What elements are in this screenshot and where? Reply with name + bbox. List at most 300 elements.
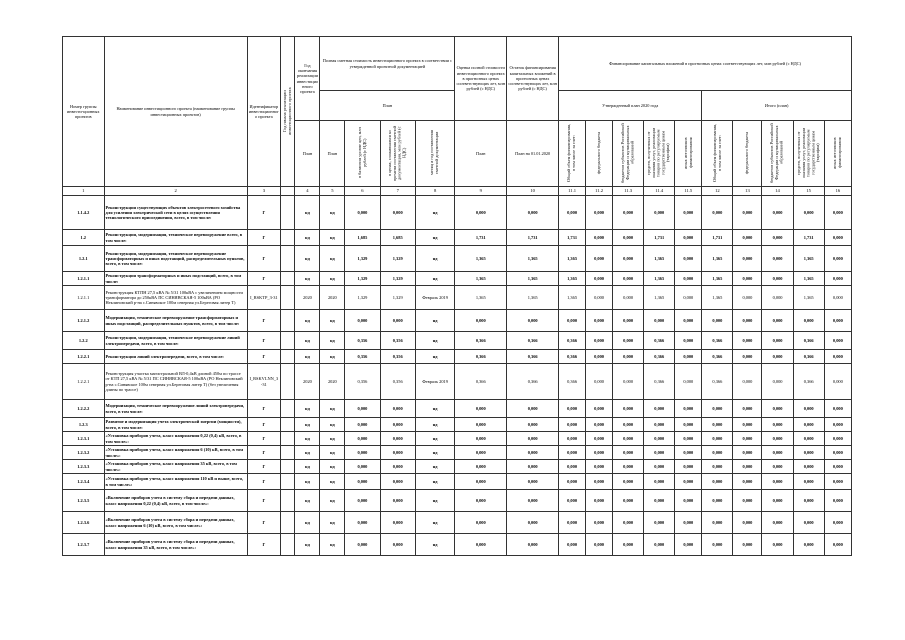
- column-number: 6: [345, 187, 380, 196]
- row-year-end: нд: [320, 460, 345, 474]
- row-year-start: 2020: [295, 364, 320, 400]
- header-cost-base: в базисном уровне цен, млн рублей (с НДС): [345, 121, 380, 187]
- row-cost-month: нд: [415, 490, 454, 512]
- row-number: 1.2.3.2: [63, 446, 105, 460]
- row-financing-value: 0,000: [733, 332, 762, 350]
- row-financing-value: 0,000: [559, 446, 586, 460]
- header-plan-cost: План: [320, 121, 345, 187]
- row-year-start: нд: [295, 400, 320, 418]
- row-financing-value: 0,000: [613, 534, 644, 556]
- row-project-id: Г: [247, 418, 280, 432]
- row-financing-value: 0,000: [613, 364, 644, 400]
- row-cost-base: 0,356: [345, 364, 380, 400]
- row-project-name: Реконструкция линий электропередачи, всего, в том числе:: [104, 350, 247, 364]
- row-cost-base: 0,000: [345, 418, 380, 432]
- column-number: 4: [295, 187, 320, 196]
- row-project-name: Модернизация, техническое перевооружение линий электропередачи, всего, в том числе:: [104, 400, 247, 418]
- row-cost-current: 0,000: [380, 446, 415, 460]
- row-year-start: нд: [295, 432, 320, 446]
- row-number: 1.2.3.1: [63, 432, 105, 446]
- row-year-end: нд: [320, 350, 345, 364]
- row-financing-value: 0,000: [702, 400, 733, 418]
- row-financing-value: 0,366: [559, 350, 586, 364]
- row-year-start: нд: [295, 446, 320, 460]
- row-year-start: нд: [295, 534, 320, 556]
- row-financing-value: 0,000: [824, 286, 851, 310]
- row-estimate: 1,731: [455, 230, 507, 246]
- header-fin-regional: бюджетов субъектов Российской Федерации и муниципальных образований: [613, 121, 644, 187]
- row-financing-value: 0,366: [644, 332, 675, 350]
- table-row: [63, 400, 852, 418]
- row-financing-value: 0,000: [762, 418, 793, 432]
- row-project-id: Г: [247, 230, 280, 246]
- row-financing-value: 0,000: [762, 364, 793, 400]
- table-row: [63, 350, 852, 364]
- row-year-start: нд: [295, 460, 320, 474]
- row-cost-current: 0,000: [380, 534, 415, 556]
- row-project-id: Г: [247, 400, 280, 418]
- column-number: 1: [63, 187, 105, 196]
- row-cost-base: 0,356: [345, 332, 380, 350]
- row-financing-value: 0,000: [644, 196, 675, 230]
- table-row: [63, 474, 852, 490]
- row-year-end: нд: [320, 230, 345, 246]
- row-year-start-blank: [280, 460, 295, 474]
- row-cost-month: нд: [415, 246, 454, 272]
- row-cost-base: 1,329: [345, 246, 380, 272]
- row-financing-value: 0,000: [613, 460, 644, 474]
- row-cost-current: 0,000: [380, 432, 415, 446]
- row-year-start-blank: [280, 534, 295, 556]
- row-financing-value: 0,000: [733, 246, 762, 272]
- row-financing-value: 0,366: [793, 364, 824, 400]
- row-cost-current: 0,000: [380, 400, 415, 418]
- row-financing-value: 0,000: [733, 490, 762, 512]
- row-financing-value: 0,000: [675, 310, 702, 332]
- row-financing-value: 0,000: [824, 364, 851, 400]
- row-financing-value: 0,000: [586, 246, 613, 272]
- row-cost-month: Февраль 2019: [415, 286, 454, 310]
- row-year-end: нд: [320, 332, 345, 350]
- header-full-cost-plan: План: [320, 91, 455, 121]
- row-project-name: Реконструкция участка магистральной ВЛ-0,4кВ длиной 450м по трассе от КТП 27,5 кВА № 5/31 ПС СИНЯВСКАЯ-5 100кВА (РО Неклиновский р-на с.Синявское 100м северная ул.Береговая литер Т) (без увеличения длины по трассе): [104, 364, 247, 400]
- row-year-start-blank: [280, 432, 295, 446]
- row-cost-current: 1,329: [380, 246, 415, 272]
- row-remaining: 0,366: [507, 350, 559, 364]
- row-project-id: Г: [247, 332, 280, 350]
- row-remaining: 0,000: [507, 512, 559, 534]
- row-financing-value: 0,000: [644, 400, 675, 418]
- row-financing-value: 0,000: [586, 418, 613, 432]
- table-row: [63, 446, 852, 460]
- row-financing-value: 1,365: [559, 272, 586, 286]
- row-financing-value: 0,000: [644, 432, 675, 446]
- row-financing-value: 0,000: [559, 474, 586, 490]
- row-financing-value: 0,366: [702, 350, 733, 364]
- row-financing-value: 1,731: [644, 230, 675, 246]
- row-cost-base: 0,000: [345, 474, 380, 490]
- row-year-start-blank: [280, 246, 295, 272]
- row-remaining: 0,000: [507, 196, 559, 230]
- row-project-id: I_RSKVLNN_3-31: [247, 364, 280, 400]
- row-financing-value: 0,000: [824, 432, 851, 446]
- row-remaining: 0,000: [507, 446, 559, 460]
- row-financing-value: 0,000: [702, 534, 733, 556]
- row-estimate: 0,000: [455, 310, 507, 332]
- row-cost-base: 0,000: [345, 460, 380, 474]
- row-cost-month: нд: [415, 230, 454, 246]
- row-financing-value: 0,000: [702, 418, 733, 432]
- row-financing-value: 0,000: [824, 350, 851, 364]
- row-financing-value: 0,000: [824, 418, 851, 432]
- row-cost-month: нд: [415, 534, 454, 556]
- row-financing-value: 0,000: [675, 272, 702, 286]
- table-row: [63, 460, 852, 474]
- row-financing-value: 0,000: [586, 310, 613, 332]
- row-project-name: «Установка приборов учета, класс напряжения 0,22 (0,4) кВ, всего, в том числе»:: [104, 432, 247, 446]
- row-financing-value: 0,000: [762, 272, 793, 286]
- column-number: 15: [793, 187, 824, 196]
- row-financing-value: 1,365: [644, 286, 675, 310]
- investment-table: [62, 36, 852, 556]
- header-financing: Финансирование капитальных вложений в прогнозных ценах соответствующих лет, млн рублей (с НДС): [559, 37, 852, 91]
- row-number: 1.1.4.2: [63, 196, 105, 230]
- row-year-start-blank: [280, 350, 295, 364]
- row-year-start-blank: [280, 364, 295, 400]
- row-financing-value: 0,000: [733, 534, 762, 556]
- row-financing-value: 0,000: [586, 446, 613, 460]
- row-financing-value: 0,000: [824, 534, 851, 556]
- row-project-name: Реконструкция КТПН 27,5 кВА № 5/31 100кВА с увеличением мощности трансформатора до 250кВА ПС СИНЯВСКАЯ-5 100кВА (РО Неклиновский р-на с.Синявское 100м северная ул.Береговая литер Т): [104, 286, 247, 310]
- row-financing-value: 0,000: [762, 446, 793, 460]
- header-tot-other: иных источников финансирования: [824, 121, 851, 187]
- row-cost-current: 0,000: [380, 512, 415, 534]
- row-financing-value: 0,000: [586, 364, 613, 400]
- row-financing-value: 0,000: [824, 460, 851, 474]
- row-financing-value: 0,000: [675, 534, 702, 556]
- row-financing-value: 0,000: [824, 400, 851, 418]
- row-financing-value: 0,000: [613, 272, 644, 286]
- header-total-plan: Итого (план): [702, 91, 852, 121]
- row-number: 1.2.1.1: [63, 272, 105, 286]
- row-cost-month: нд: [415, 512, 454, 534]
- column-number: 11.2: [586, 187, 613, 196]
- row-year-end: нд: [320, 446, 345, 460]
- row-number: 1.2.2.1: [63, 364, 105, 400]
- row-cost-base: 0,356: [345, 350, 380, 364]
- row-cost-base: 0,000: [345, 446, 380, 460]
- column-number-row: [63, 187, 852, 196]
- row-estimate: 0,366: [455, 364, 507, 400]
- column-number: 11.5: [675, 187, 702, 196]
- table-row: [63, 432, 852, 446]
- row-cost-base: 0,000: [345, 310, 380, 332]
- row-remaining: 0,000: [507, 310, 559, 332]
- row-financing-value: 0,000: [675, 332, 702, 350]
- row-cost-current: 0,000: [380, 196, 415, 230]
- row-financing-value: 0,000: [675, 490, 702, 512]
- row-cost-current: 0,000: [380, 460, 415, 474]
- row-cost-current: 0,000: [380, 310, 415, 332]
- row-estimate: 0,366: [455, 332, 507, 350]
- row-number: 1.2.2.2: [63, 400, 105, 418]
- row-financing-value: 0,000: [733, 474, 762, 490]
- row-remaining: 0,000: [507, 474, 559, 490]
- row-remaining: 0,366: [507, 364, 559, 400]
- column-number: 9: [455, 187, 507, 196]
- row-cost-base: 1,685: [345, 230, 380, 246]
- row-financing-value: 0,000: [613, 446, 644, 460]
- row-financing-value: 0,000: [675, 474, 702, 490]
- row-number: 1.2: [63, 230, 105, 246]
- row-remaining: 1,731: [507, 230, 559, 246]
- header-cost-month: месяц и год составления сметной документации: [415, 121, 454, 187]
- row-financing-value: 0,000: [762, 460, 793, 474]
- row-financing-value: 0,366: [793, 332, 824, 350]
- row-financing-value: 0,000: [586, 286, 613, 310]
- row-project-id: Г: [247, 246, 280, 272]
- header-full-cost: Полная сметная стоимость инвестиционного проекта в соответствии с утвержденной проектной документацией: [320, 37, 455, 91]
- row-financing-value: 0,000: [824, 490, 851, 512]
- row-financing-value: 0,000: [793, 196, 824, 230]
- row-financing-value: 0,366: [559, 332, 586, 350]
- row-financing-value: 0,000: [613, 432, 644, 446]
- column-number: 5: [320, 187, 345, 196]
- row-financing-value: 0,000: [702, 310, 733, 332]
- row-estimate: 0,000: [455, 490, 507, 512]
- header-fin-federal: федерального бюджета: [586, 121, 613, 187]
- row-financing-value: 0,000: [824, 310, 851, 332]
- row-year-start: нд: [295, 418, 320, 432]
- row-financing-value: 0,000: [675, 432, 702, 446]
- row-financing-value: 0,000: [559, 196, 586, 230]
- row-financing-value: 0,000: [762, 196, 793, 230]
- row-financing-value: 0,000: [824, 512, 851, 534]
- row-remaining: 1,365: [507, 286, 559, 310]
- column-number: 11.4: [644, 187, 675, 196]
- row-financing-value: 0,000: [675, 446, 702, 460]
- row-financing-value: 0,000: [733, 400, 762, 418]
- row-financing-value: 1,365: [644, 272, 675, 286]
- row-financing-value: 0,000: [675, 230, 702, 246]
- header-year-start: Год начала реализации инвестиционного проекта: [280, 37, 295, 187]
- row-financing-value: 0,000: [613, 490, 644, 512]
- row-financing-value: 0,000: [762, 512, 793, 534]
- row-project-name: Реконструкция, модернизация, техническое перевооружение трансформаторных и иных подстанций, распределительных пунктов, всего, в том числе:: [104, 246, 247, 272]
- row-project-name: «Установка приборов учета, класс напряжения 110 кВ и выше, всего, в том числе»:: [104, 474, 247, 490]
- row-project-name: «Включение приборов учета в систему сбора и передачи данных, класс напряжения 0,22 (0,4) кВ, всего, в том числе»:: [104, 490, 247, 512]
- row-financing-value: 0,000: [675, 246, 702, 272]
- row-year-start-blank: [280, 272, 295, 286]
- row-financing-value: 0,000: [733, 230, 762, 246]
- row-financing-value: 0,000: [793, 490, 824, 512]
- row-project-name: Развитие и модернизация учета электрической энергии (мощности), всего, в том числе:: [104, 418, 247, 432]
- row-project-id: Г: [247, 474, 280, 490]
- column-number: 11.1: [559, 187, 586, 196]
- row-estimate: 0,000: [455, 512, 507, 534]
- row-financing-value: 0,000: [824, 230, 851, 246]
- row-cost-current: 0,356: [380, 350, 415, 364]
- row-project-name: Модернизация, техническое перевооружение трансформаторных и иных подстанций, распределительных пунктов, всего, в том числе:: [104, 310, 247, 332]
- row-estimate: 0,000: [455, 460, 507, 474]
- row-financing-value: 0,000: [586, 460, 613, 474]
- header-estimate-plan: План: [455, 121, 507, 187]
- column-number: 12: [702, 187, 733, 196]
- row-financing-value: 0,000: [613, 332, 644, 350]
- row-remaining: 1,365: [507, 272, 559, 286]
- row-financing-value: 0,000: [559, 460, 586, 474]
- row-financing-value: 0,000: [559, 400, 586, 418]
- row-year-end: нд: [320, 474, 345, 490]
- row-remaining: 0,000: [507, 534, 559, 556]
- row-financing-value: 0,000: [644, 446, 675, 460]
- row-financing-value: 0,000: [762, 332, 793, 350]
- header-estimate: Оценка полной стоимости инвестиционного проекта в прогнозных ценах соответствующих лет, млн рублей (с НДС): [455, 37, 507, 121]
- row-financing-value: 0,000: [733, 512, 762, 534]
- row-year-end: нд: [320, 418, 345, 432]
- row-cost-month: нд: [415, 350, 454, 364]
- row-remaining: 0,000: [507, 432, 559, 446]
- row-year-end: нд: [320, 196, 345, 230]
- row-project-name: «Включение приборов учета в систему сбора и передачи данных, класс напряжения 35 кВ, всего, в том числе»:: [104, 534, 247, 556]
- row-financing-value: 1,731: [559, 230, 586, 246]
- row-financing-value: 0,000: [702, 432, 733, 446]
- row-financing-value: 0,000: [733, 272, 762, 286]
- row-financing-value: 0,000: [702, 196, 733, 230]
- row-financing-value: 0,000: [586, 196, 613, 230]
- row-financing-value: 1,365: [793, 272, 824, 286]
- row-financing-value: 0,000: [586, 230, 613, 246]
- row-estimate: 0,000: [455, 474, 507, 490]
- row-cost-month: нд: [415, 196, 454, 230]
- row-financing-value: 0,000: [702, 446, 733, 460]
- row-estimate: 1,365: [455, 272, 507, 286]
- row-year-start-blank: [280, 418, 295, 432]
- column-number: 13: [733, 187, 762, 196]
- column-number: 16: [824, 187, 851, 196]
- row-financing-value: 0,000: [675, 400, 702, 418]
- row-cost-current: 1,329: [380, 286, 415, 310]
- header-fin-other: иных источников финансирования: [675, 121, 702, 187]
- table-row: [63, 418, 852, 432]
- row-cost-month: нд: [415, 418, 454, 432]
- row-financing-value: 0,366: [702, 332, 733, 350]
- row-remaining: 0,000: [507, 460, 559, 474]
- row-year-start: нд: [295, 490, 320, 512]
- table-body: [63, 196, 852, 556]
- row-cost-month: Февраль 2019: [415, 364, 454, 400]
- row-financing-value: 0,000: [675, 350, 702, 364]
- row-project-name: Реконструкция существующих объектов электросетевого хозяйства для усиления электрической сети в целях осуществления технологического присоединения, всего, в том числе:: [104, 196, 247, 230]
- row-financing-value: 1,365: [793, 286, 824, 310]
- table-row: [63, 490, 852, 512]
- row-project-name: Реконструкция, модернизация, техническое перевооружение всего, в том числе:: [104, 230, 247, 246]
- row-financing-value: 0,000: [613, 310, 644, 332]
- row-financing-value: 0,000: [559, 512, 586, 534]
- row-financing-value: 0,000: [613, 286, 644, 310]
- row-cost-current: 1,329: [380, 272, 415, 286]
- row-financing-value: 0,000: [559, 534, 586, 556]
- row-year-start: нд: [295, 310, 320, 332]
- row-cost-current: 0,356: [380, 364, 415, 400]
- row-year-end: нд: [320, 400, 345, 418]
- row-financing-value: 0,000: [762, 490, 793, 512]
- row-estimate: 0,000: [455, 418, 507, 432]
- row-cost-current: 0,000: [380, 418, 415, 432]
- row-financing-value: 0,000: [586, 474, 613, 490]
- column-number: 11.3: [613, 187, 644, 196]
- row-financing-value: 0,000: [733, 364, 762, 400]
- row-estimate: 0,000: [455, 400, 507, 418]
- row-financing-value: 0,000: [762, 350, 793, 364]
- row-remaining: 0,366: [507, 332, 559, 350]
- header-plan-year-end: План: [295, 121, 320, 187]
- row-year-start-blank: [280, 332, 295, 350]
- row-financing-value: 0,000: [733, 310, 762, 332]
- header-approved-plan: Утвержденный план 2020 года: [559, 91, 702, 121]
- table-row: [63, 332, 852, 350]
- row-year-start: нд: [295, 332, 320, 350]
- row-project-name: Реконструкция трансформаторных и иных подстанций, всего, в том числе:: [104, 272, 247, 286]
- row-estimate: 0,000: [455, 432, 507, 446]
- row-estimate: 1,365: [455, 246, 507, 272]
- row-financing-value: 0,000: [675, 512, 702, 534]
- row-cost-base: 0,000: [345, 432, 380, 446]
- header-year-end: Год окончания реализации инвестиционного проекта: [295, 37, 320, 121]
- row-financing-value: 1,365: [559, 286, 586, 310]
- row-cost-month: нд: [415, 332, 454, 350]
- row-number: 1.2.3.6: [63, 512, 105, 534]
- table-row: [63, 230, 852, 246]
- row-financing-value: 0,000: [702, 460, 733, 474]
- row-project-name: «Включение приборов учета в систему сбора и передачи данных, класс напряжения 6 (10) кВ, всего, в том числе»:: [104, 512, 247, 534]
- row-cost-base: 1,329: [345, 286, 380, 310]
- header-tot-tariff: средств, полученных от оказания услуг, реализации товаров по регулируемым государственным ценам (тарифам): [793, 121, 824, 187]
- row-financing-value: 0,000: [586, 332, 613, 350]
- column-number-spacer: [280, 187, 295, 196]
- header-remaining: Остаток финансирования капитальных вложений в прогнозных ценах соответствующих лет, млн рублей (с НДС): [507, 37, 559, 121]
- row-financing-value: 0,000: [644, 310, 675, 332]
- row-financing-value: 0,000: [675, 364, 702, 400]
- row-year-start: нд: [295, 512, 320, 534]
- row-financing-value: 0,000: [613, 400, 644, 418]
- header-project-name: Наименование инвестиционного проекта (наименование группы инвестиционных проектов): [104, 37, 247, 187]
- row-estimate: 1,365: [455, 286, 507, 310]
- row-financing-value: 0,000: [644, 418, 675, 432]
- row-financing-value: 1,731: [702, 230, 733, 246]
- row-financing-value: 1,365: [559, 246, 586, 272]
- row-year-start-blank: [280, 196, 295, 230]
- row-financing-value: 0,000: [762, 286, 793, 310]
- row-financing-value: 0,000: [559, 418, 586, 432]
- row-remaining: 1,365: [507, 246, 559, 272]
- row-project-id: Г: [247, 196, 280, 230]
- row-cost-base: 0,000: [345, 400, 380, 418]
- row-year-end: нд: [320, 246, 345, 272]
- row-remaining: 0,000: [507, 490, 559, 512]
- row-financing-value: 0,000: [644, 474, 675, 490]
- row-cost-base: 0,000: [345, 534, 380, 556]
- row-financing-value: 0,000: [762, 230, 793, 246]
- row-number: 1.2.3.4: [63, 474, 105, 490]
- row-number: 1.2.3.7: [63, 534, 105, 556]
- column-number: 8: [415, 187, 454, 196]
- row-year-start-blank: [280, 310, 295, 332]
- row-financing-value: 0,000: [559, 432, 586, 446]
- row-estimate: 0,000: [455, 446, 507, 460]
- row-financing-value: 1,731: [793, 230, 824, 246]
- row-financing-value: 0,000: [613, 350, 644, 364]
